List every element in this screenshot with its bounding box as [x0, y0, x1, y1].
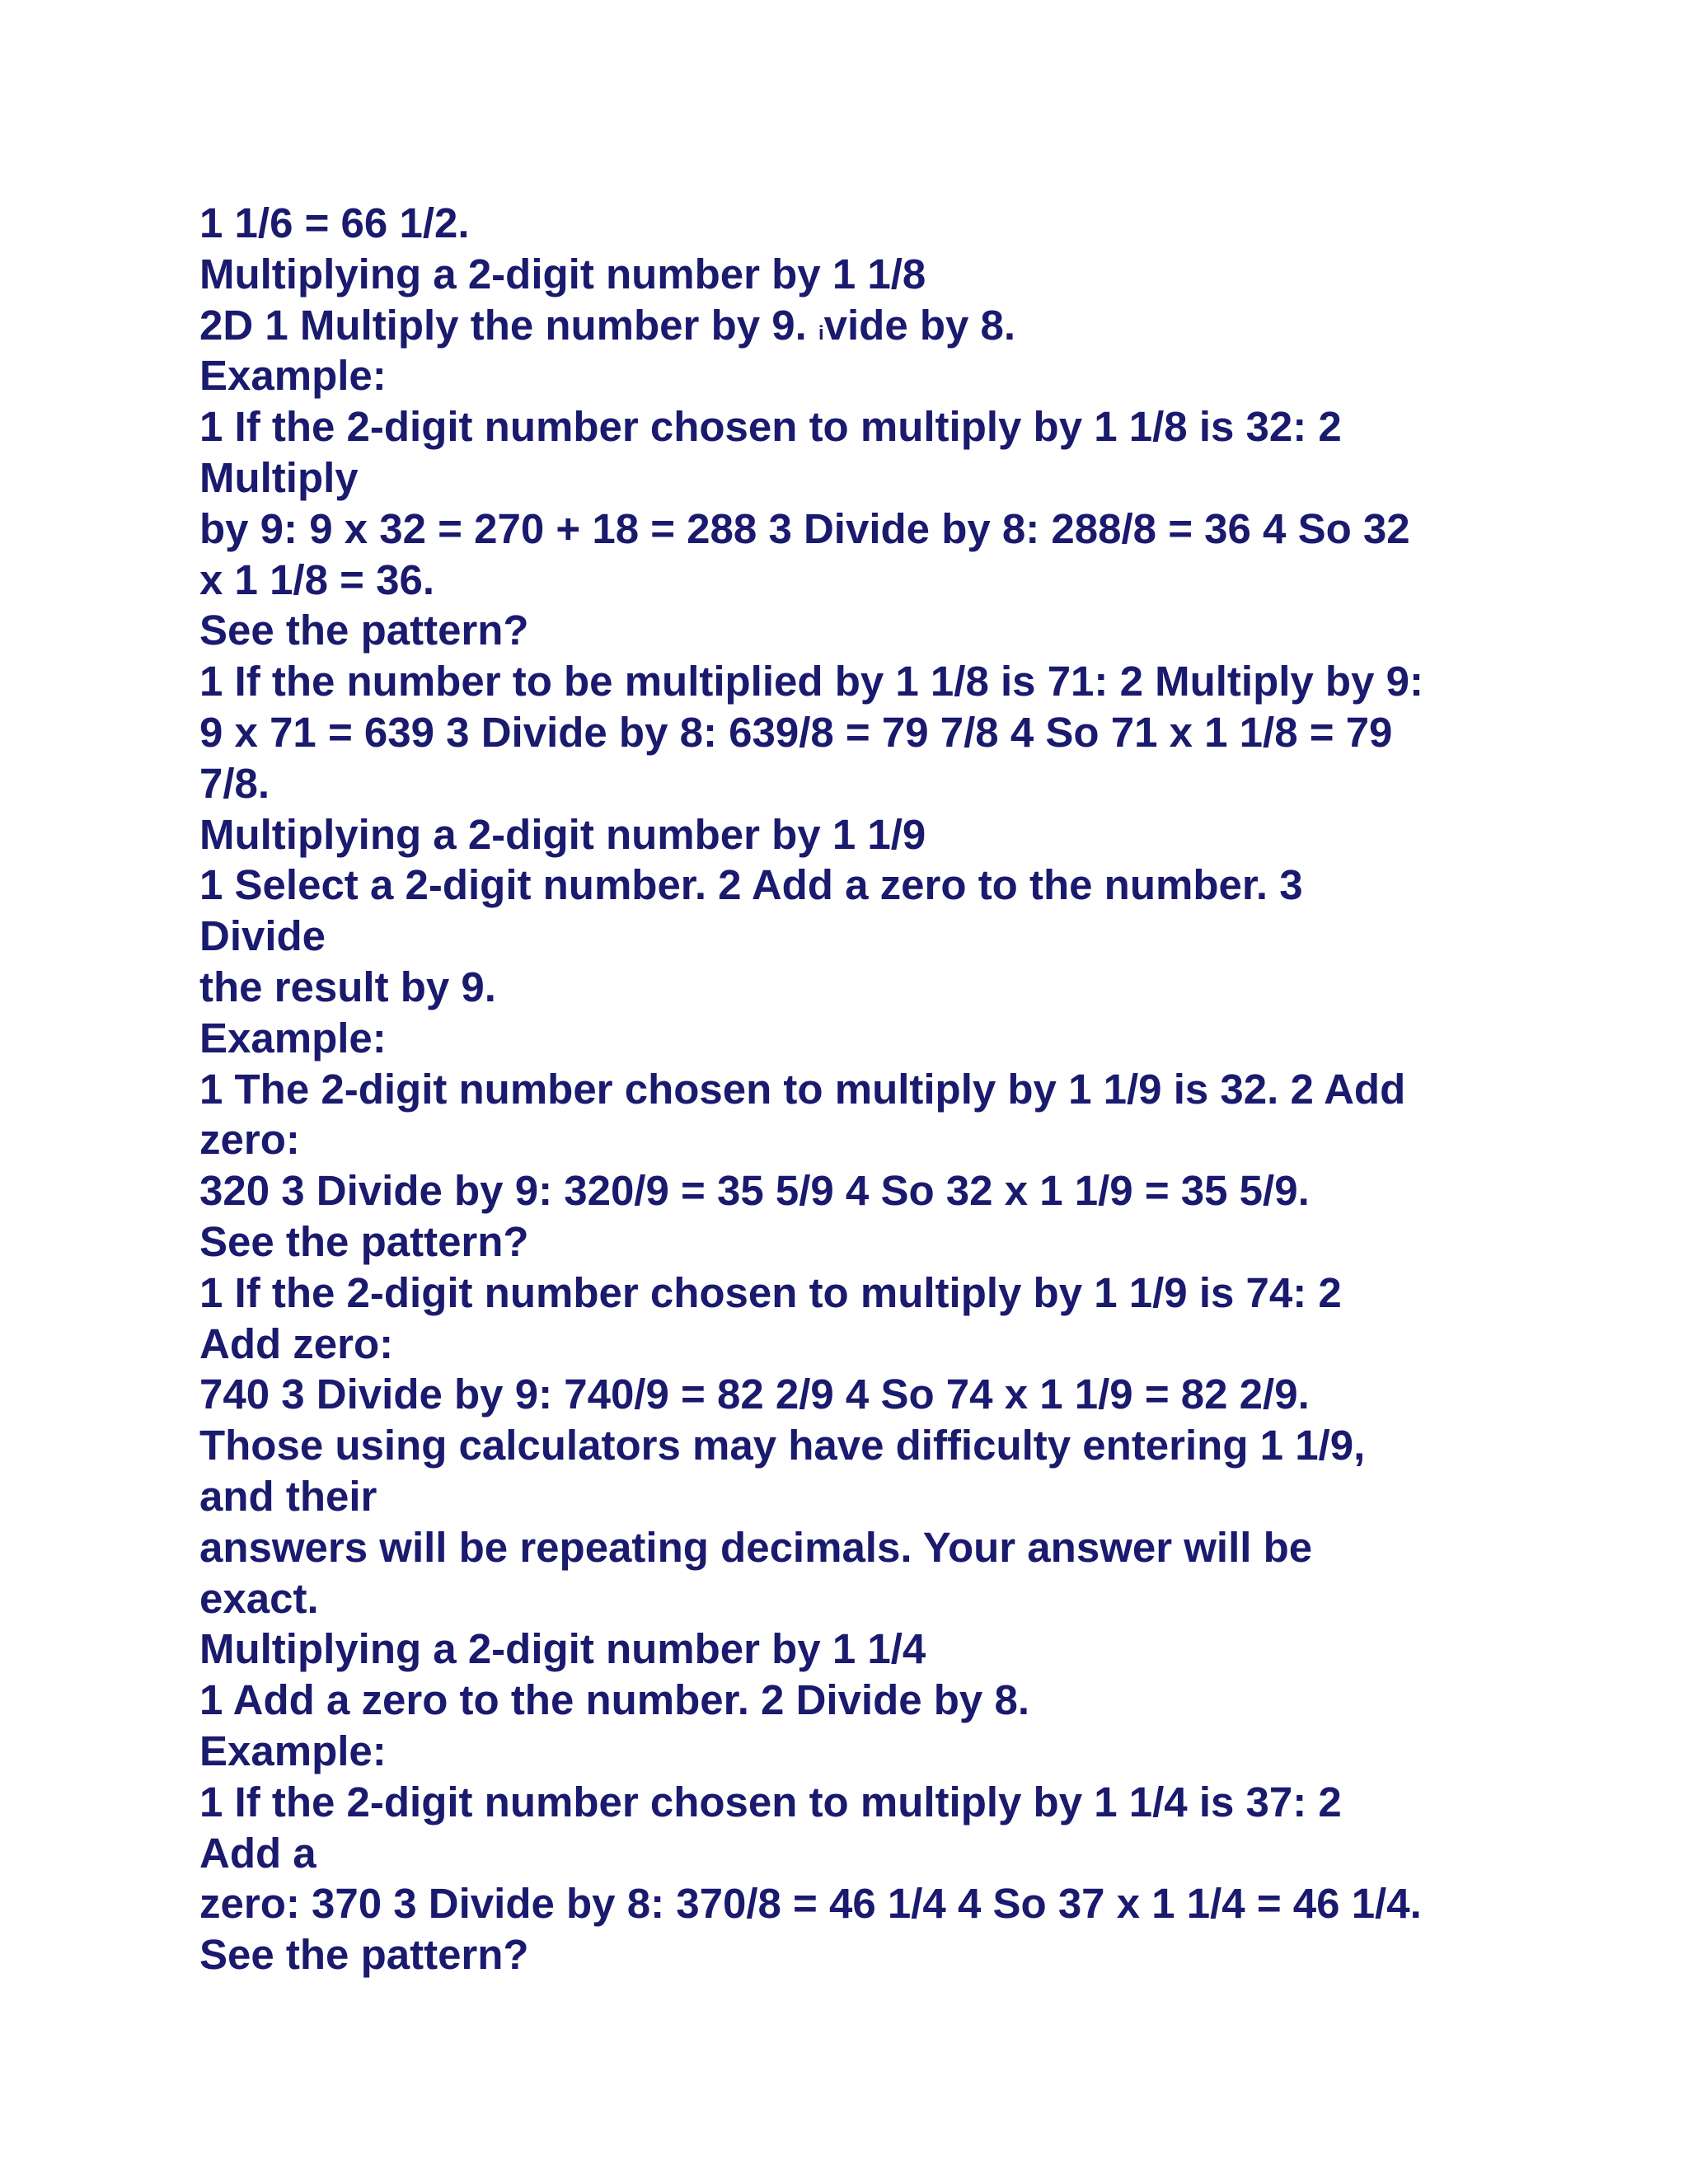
text-line: 1 If the 2-digit number chosen to multiply by 1 1/8 is 32: 2: [199, 403, 1342, 451]
text-line: x 1 1/8 = 36.: [199, 555, 434, 603]
text-line: and their: [199, 1472, 377, 1520]
text-line: 740 3 Divide by 9: 740/9 = 82 2/9 4 So 74 x 1 1/9 = 82 2/9.: [199, 1371, 1310, 1418]
text-line: See the pattern?: [199, 1931, 529, 1979]
section-heading: Multiplying a 2-digit number by 1 1/8: [199, 250, 926, 298]
text-line: See the pattern?: [199, 1217, 529, 1265]
section-heading: Multiplying a 2-digit number by 1 1/4: [199, 1625, 926, 1673]
text-line-end: vide by 8.: [823, 301, 1016, 349]
text-line: 1 The 2-digit number chosen to multiply by 1 1/9 is 32. 2 Add: [199, 1065, 1406, 1113]
text-line: answers will be repeating decimals. Your answer will be: [199, 1523, 1313, 1571]
section-heading: Multiplying a 2-digit number by 1 1/9: [199, 810, 926, 858]
text-line: 320 3 Divide by 9: 320/9 = 35 5/9 4 So 32 x 1 1/9 = 35 5/9.: [199, 1167, 1310, 1215]
text-line: zero:: [199, 1116, 300, 1164]
text-line: [199, 300, 1551, 351]
text-line: zero: 370 3 Divide by 8: 370/8 = 46 1/4 4 So 37 x 1 1/4 = 46 1/4.: [199, 1880, 1422, 1928]
text-line: 9 x 71 = 639 3 Divide by 8: 639/8 = 79 7/8 4 So 71 x 1 1/8 = 79: [199, 708, 1393, 756]
text-line-start: 2D 1 Multiply the number by 9.: [199, 301, 818, 349]
example-label: Example:: [199, 352, 387, 400]
example-label: Example:: [199, 1014, 387, 1062]
text-line: 1 If the 2-digit number chosen to multiply by 1 1/4 is 37: 2: [199, 1778, 1342, 1825]
text-line: 1 If the 2-digit number chosen to multiply by 1 1/9 is 74: 2: [199, 1268, 1342, 1316]
text-line: by 9: 9 x 32 = 270 + 18 = 288 3 Divide by 8: 288/8 = 36 4 So 32: [199, 504, 1410, 552]
text-line: Those using calculators may have difficulty entering 1 1/9,: [199, 1422, 1366, 1469]
text-line: 1 If the number to be multiplied by 1 1/8 is 71: 2 Multiply by 9:: [199, 658, 1423, 705]
text-block: [199, 198, 1551, 1980]
text-line: Add zero:: [199, 1319, 394, 1367]
text-line: 1 Select a 2-digit number. 2 Add a zero to the number. 3: [199, 861, 1303, 909]
text-line: exact.: [199, 1574, 319, 1622]
text-line: 1 Add a zero to the number. 2 Divide by 8.: [199, 1676, 1030, 1724]
text-line: Add a: [199, 1829, 316, 1877]
text-line: 1 1/6 = 66 1/2.: [199, 199, 470, 246]
example-label: Example:: [199, 1727, 387, 1774]
text-line: the result by 9.: [199, 963, 496, 1010]
text-line: See the pattern?: [199, 607, 529, 654]
text-line: 7/8.: [199, 759, 270, 807]
small-glyph: i: [818, 321, 824, 344]
text-line: Divide: [199, 912, 326, 960]
text-line: Multiply: [199, 453, 359, 501]
